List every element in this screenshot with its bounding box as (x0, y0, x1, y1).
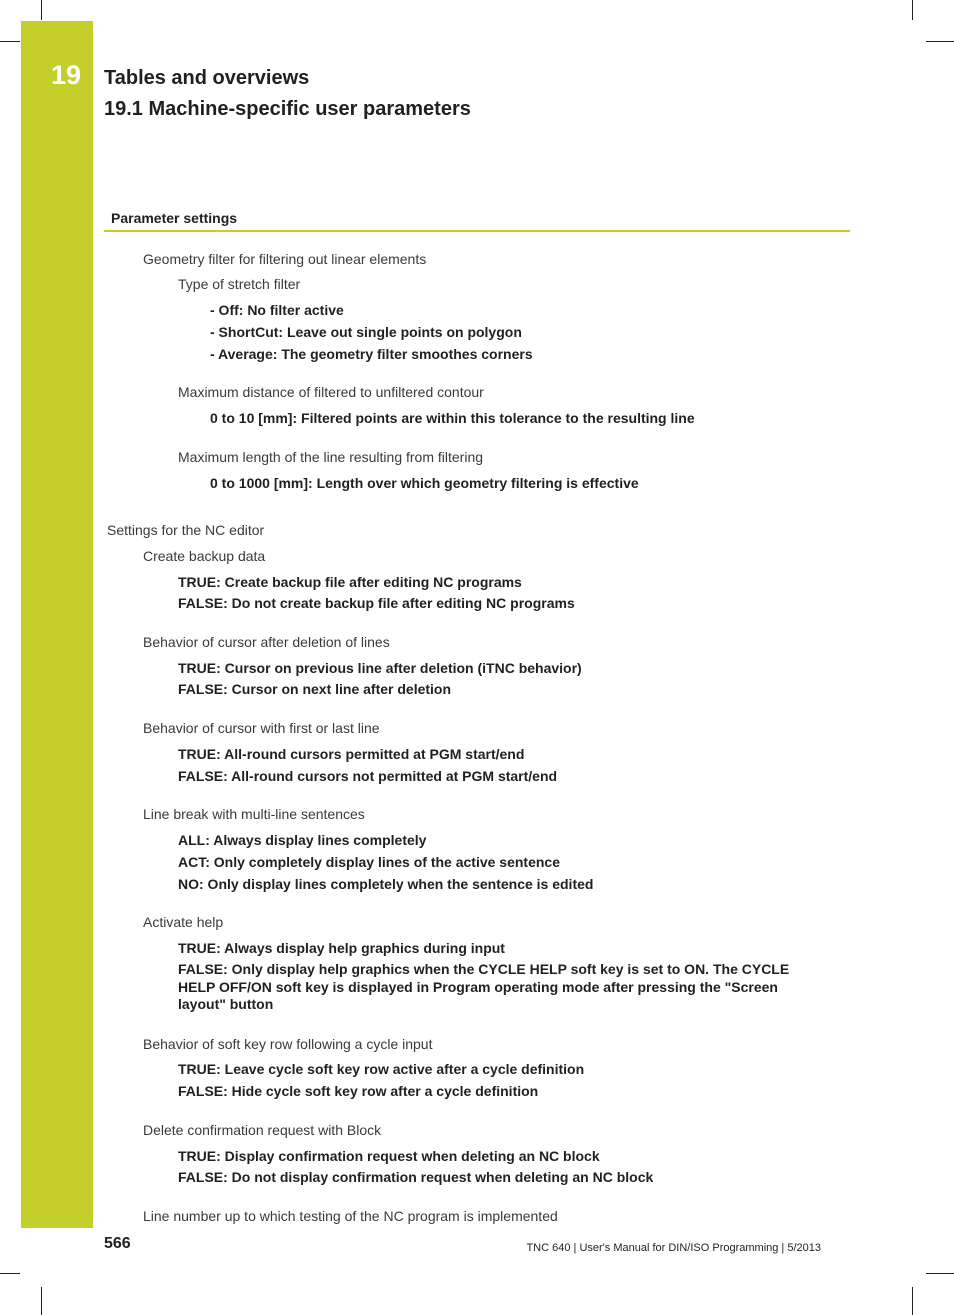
page-number: 566 (104, 1235, 131, 1252)
list-item: Line number up to which testing of the NC program is implemented (143, 1208, 558, 1224)
list-item: Behavior of cursor after deletion of lines (143, 634, 390, 650)
list-item: - ShortCut: Leave out single points on polygon (210, 324, 522, 340)
list-item: Behavior of soft key row following a cycle input (143, 1036, 433, 1052)
list-item: NO: Only display lines completely when the sentence is edited (178, 876, 594, 892)
list-item: Maximum distance of filtered to unfiltered contour (178, 384, 484, 400)
list-item: 0 to 1000 [mm]: Length over which geometry filtering is effective (210, 475, 639, 491)
parameter-settings-heading: Parameter settings (111, 210, 238, 226)
heading-rule (104, 230, 850, 232)
list-item: TRUE: Create backup file after editing NC programs (178, 574, 522, 590)
list-item: FALSE: Do not display confirmation request when deleting an NC block (178, 1169, 654, 1185)
chapter-title: Tables and overviews (104, 67, 310, 89)
list-item: FALSE: All-round cursors not permitted at PGM start/end (178, 768, 558, 784)
list-item: Maximum length of the line resulting from filtering (178, 449, 484, 465)
list-item: TRUE: Always display help graphics during input (178, 940, 505, 956)
list-item: ACT: Only completely display lines of the active sentence (178, 854, 561, 870)
crop-mark (926, 41, 954, 42)
list-item: Create backup data (143, 548, 266, 564)
list-item: Geometry filter for filtering out linear elements (143, 251, 427, 267)
crop-mark (0, 1273, 20, 1274)
list-item: TRUE: Cursor on previous line after deletion (iTNC behavior) (178, 660, 582, 676)
section-title: 19.1 Machine-specific user parameters (104, 98, 471, 120)
list-item: - Average: The geometry filter smoothes corners (210, 346, 533, 362)
list-item: Activate help (143, 914, 224, 930)
list-item: Behavior of cursor with first or last line (143, 720, 380, 736)
list-item: TRUE: All-round cursors permitted at PGM start/end (178, 746, 525, 762)
list-item: - Off: No filter active (210, 302, 344, 318)
list-item: Type of stretch filter (178, 276, 301, 292)
list-item: TRUE: Display confirmation request when deleting an NC block (178, 1148, 600, 1164)
list-item: Settings for the NC editor (107, 522, 265, 538)
chapter-sidebar (21, 21, 93, 1228)
crop-mark (912, 1287, 913, 1315)
crop-mark (926, 1273, 954, 1274)
chapter-number: 19 (51, 60, 82, 90)
list-item: FALSE: Cursor on next line after deletion (178, 681, 452, 697)
crop-mark (41, 1287, 42, 1315)
list-item: TRUE: Leave cycle soft key row active after a cycle definition (178, 1061, 585, 1077)
crop-mark (0, 41, 20, 42)
list-item: ALL: Always display lines completely (178, 832, 427, 848)
list-item: Delete confirmation request with Block (143, 1122, 382, 1138)
crop-mark (912, 0, 913, 20)
list-item: 0 to 10 [mm]: Filtered points are within this tolerance to the resulting line (210, 410, 695, 426)
footer-text: TNC 640 | User's Manual for DIN/ISO Programming | 5/2013 (526, 1242, 821, 1254)
list-item: Line break with multi-line sentences (143, 806, 365, 822)
crop-mark (41, 0, 42, 20)
list-item: FALSE: Hide cycle soft key row after a cycle definition (178, 1083, 539, 1099)
list-item: FALSE: Only display help graphics when the CYCLE HELP soft key is set to ON. The CYCLE HELP OFF/ON soft key is displayed in Program operating mode after pressing the "Screen layout" button (178, 961, 790, 1012)
list-item: FALSE: Do not create backup file after editing NC programs (178, 595, 575, 611)
